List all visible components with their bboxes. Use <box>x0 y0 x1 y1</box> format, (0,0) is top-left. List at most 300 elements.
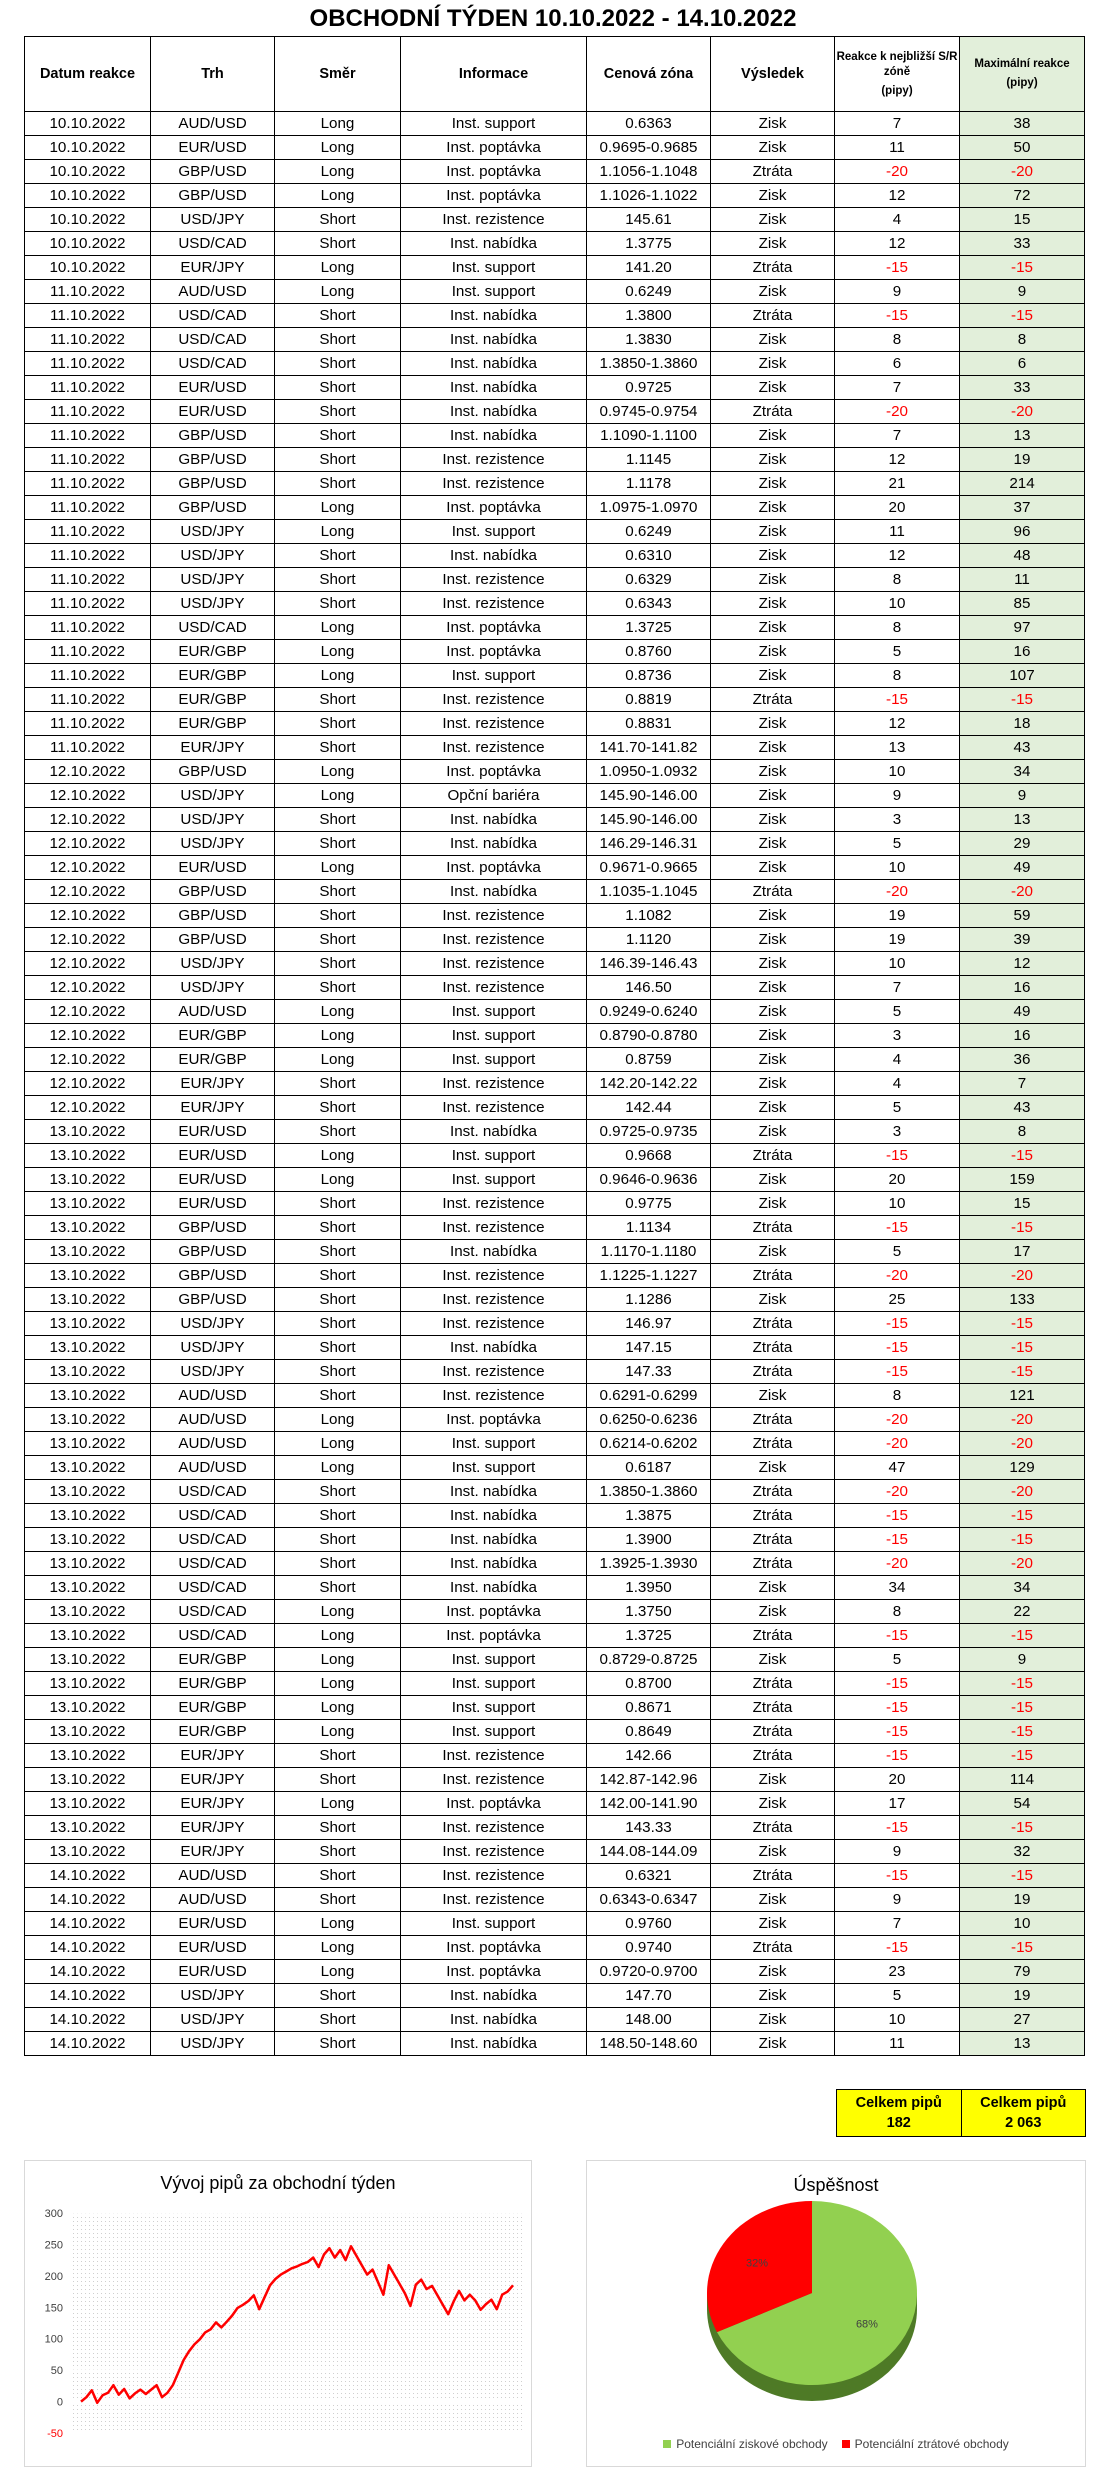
cell-reaction: -15 <box>835 1936 960 1960</box>
y-tick-label: 300 <box>44 2208 63 2220</box>
cell-result: Zisk <box>711 856 835 880</box>
cell-max: 13 <box>960 424 1085 448</box>
cell-info: Inst. rezistence <box>401 1840 587 1864</box>
table-row <box>25 880 1085 904</box>
cell-zone: 0.9760 <box>587 1912 711 1936</box>
cell-zone: 0.6291-0.6299 <box>587 1384 711 1408</box>
cell-result: Zisk <box>711 1168 835 1192</box>
cell-result: Zisk <box>711 952 835 976</box>
cell-zone: 146.97 <box>587 1312 711 1336</box>
cell-info: Inst. rezistence <box>401 1888 587 1912</box>
cell-reaction: 11 <box>835 520 960 544</box>
cell-zone: 0.8790-0.8780 <box>587 1024 711 1048</box>
cell-zone: 0.9668 <box>587 1144 711 1168</box>
line-chart-plot <box>25 2161 531 2466</box>
table-row <box>25 736 1085 760</box>
cell-direction: Short <box>275 688 401 712</box>
cell-result: Ztráta <box>711 400 835 424</box>
cell-direction: Short <box>275 2032 401 2056</box>
cell-result: Ztráta <box>711 688 835 712</box>
cell-date: 13.10.2022 <box>25 1384 151 1408</box>
table-row <box>25 1120 1085 1144</box>
table-row <box>25 496 1085 520</box>
cell-max: 19 <box>960 448 1085 472</box>
cell-zone: 0.9671-0.9665 <box>587 856 711 880</box>
table-row <box>25 544 1085 568</box>
cell-direction: Short <box>275 1984 401 2008</box>
cell-zone: 0.8759 <box>587 1048 711 1072</box>
cell-date: 13.10.2022 <box>25 1480 151 1504</box>
cell-max: 16 <box>960 640 1085 664</box>
cell-date: 12.10.2022 <box>25 784 151 808</box>
cell-info: Inst. rezistence <box>401 1072 587 1096</box>
cell-direction: Long <box>275 1648 401 1672</box>
cell-direction: Short <box>275 1120 401 1144</box>
total-max <box>961 2090 1086 2136</box>
cell-info: Inst. nabídka <box>401 232 587 256</box>
cell-info: Inst. nabídka <box>401 544 587 568</box>
cell-market: EUR/GBP <box>151 688 275 712</box>
line-chart-title: Vývoj pipů za obchodní týden <box>160 2173 396 2193</box>
cell-reaction: 9 <box>835 784 960 808</box>
cell-date: 13.10.2022 <box>25 1624 151 1648</box>
cell-direction: Short <box>275 376 401 400</box>
cell-date: 13.10.2022 <box>25 1696 151 1720</box>
cell-market: EUR/JPY <box>151 256 275 280</box>
cell-max: 96 <box>960 520 1085 544</box>
cell-info: Inst. rezistence <box>401 952 587 976</box>
cell-direction: Short <box>275 1288 401 1312</box>
cell-max: 107 <box>960 664 1085 688</box>
cell-direction: Short <box>275 1816 401 1840</box>
cell-reaction: -15 <box>835 1624 960 1648</box>
cell-direction: Short <box>275 1528 401 1552</box>
cell-reaction: -20 <box>835 1408 960 1432</box>
cell-max: -20 <box>960 1264 1085 1288</box>
cell-direction: Long <box>275 256 401 280</box>
cell-direction: Long <box>275 784 401 808</box>
cell-result: Zisk <box>711 448 835 472</box>
table-row <box>25 592 1085 616</box>
header-reaction <box>835 37 960 112</box>
cell-reaction: 7 <box>835 976 960 1000</box>
cell-info: Inst. nabídka <box>401 400 587 424</box>
cell-direction: Long <box>275 1024 401 1048</box>
cell-date: 10.10.2022 <box>25 256 151 280</box>
cell-zone: 0.9740 <box>587 1936 711 1960</box>
cell-zone: 1.3950 <box>587 1576 711 1600</box>
cell-result: Ztráta <box>711 1312 835 1336</box>
cell-market: EUR/USD <box>151 376 275 400</box>
cell-result: Ztráta <box>711 160 835 184</box>
cell-info: Inst. poptávka <box>401 160 587 184</box>
cell-market: EUR/USD <box>151 400 275 424</box>
cell-direction: Short <box>275 1504 401 1528</box>
cell-date: 10.10.2022 <box>25 136 151 160</box>
cell-result: Ztráta <box>711 304 835 328</box>
cell-result: Zisk <box>711 280 835 304</box>
header-max-unit: (pipy) <box>1006 77 1038 89</box>
cell-zone: 0.9720-0.9700 <box>587 1960 711 1984</box>
table-row <box>25 328 1085 352</box>
cell-result: Ztráta <box>711 880 835 904</box>
table-row <box>25 856 1085 880</box>
total-reaction <box>837 2090 961 2136</box>
cell-market: EUR/JPY <box>151 1792 275 1816</box>
cell-direction: Short <box>275 1216 401 1240</box>
cell-date: 14.10.2022 <box>25 1936 151 1960</box>
table-row <box>25 1552 1085 1576</box>
cell-market: AUD/USD <box>151 1000 275 1024</box>
cell-max: 7 <box>960 1072 1085 1096</box>
cell-result: Ztráta <box>711 1480 835 1504</box>
cell-direction: Short <box>275 928 401 952</box>
cell-zone: 1.0975-1.0970 <box>587 496 711 520</box>
cell-result: Zisk <box>711 1048 835 1072</box>
cell-market: GBP/USD <box>151 928 275 952</box>
cell-market: USD/CAD <box>151 616 275 640</box>
cell-market: EUR/GBP <box>151 1696 275 1720</box>
cell-result: Zisk <box>711 904 835 928</box>
cell-max: -15 <box>960 1696 1085 1720</box>
cell-market: EUR/JPY <box>151 1768 275 1792</box>
cell-market: GBP/USD <box>151 496 275 520</box>
cell-direction: Long <box>275 1624 401 1648</box>
cell-info: Inst. nabídka <box>401 304 587 328</box>
cell-date: 10.10.2022 <box>25 208 151 232</box>
table-row <box>25 1600 1085 1624</box>
total-reaction-label: Celkem pipů <box>855 2095 942 2111</box>
cell-date: 14.10.2022 <box>25 1960 151 1984</box>
cell-zone: 145.90-146.00 <box>587 784 711 808</box>
cell-max: -15 <box>960 1936 1085 1960</box>
cell-date: 13.10.2022 <box>25 1240 151 1264</box>
cell-direction: Short <box>275 328 401 352</box>
cell-date: 13.10.2022 <box>25 1312 151 1336</box>
table-row <box>25 952 1085 976</box>
cell-info: Inst. rezistence <box>401 928 587 952</box>
cell-result: Zisk <box>711 1960 835 1984</box>
cell-zone: 0.6249 <box>587 520 711 544</box>
cell-max: -15 <box>960 1624 1085 1648</box>
y-tick-label: 250 <box>44 2239 63 2252</box>
cell-result: Zisk <box>711 1792 835 1816</box>
cell-max: -20 <box>960 1408 1085 1432</box>
cell-direction: Short <box>275 1384 401 1408</box>
cell-date: 13.10.2022 <box>25 1264 151 1288</box>
cell-result: Zisk <box>711 1384 835 1408</box>
page-title: OBCHODNÍ TÝDEN 10.10.2022 - 14.10.2022 <box>309 5 797 32</box>
pie-legend <box>587 2437 1085 2451</box>
table-row <box>25 1528 1085 1552</box>
cell-result: Ztráta <box>711 256 835 280</box>
cell-date: 11.10.2022 <box>25 280 151 304</box>
cell-zone: 1.1082 <box>587 904 711 928</box>
cell-market: USD/JPY <box>151 520 275 544</box>
header-result: Výsledek <box>711 37 835 112</box>
cell-result: Zisk <box>711 568 835 592</box>
cell-zone: 1.3850-1.3860 <box>587 352 711 376</box>
cell-result: Zisk <box>711 616 835 640</box>
cell-result: Zisk <box>711 1456 835 1480</box>
totals-box <box>836 2089 1086 2137</box>
cell-max: 37 <box>960 496 1085 520</box>
table-row <box>25 208 1085 232</box>
table-row <box>25 688 1085 712</box>
cell-zone: 0.8649 <box>587 1720 711 1744</box>
table-row <box>25 160 1085 184</box>
cell-direction: Short <box>275 1240 401 1264</box>
cell-result: Zisk <box>711 352 835 376</box>
header-date: Datum reakce <box>25 37 151 112</box>
cell-info: Inst. poptávka <box>401 1408 587 1432</box>
cell-date: 12.10.2022 <box>25 904 151 928</box>
cell-market: GBP/USD <box>151 760 275 784</box>
cell-result: Ztráta <box>711 1528 835 1552</box>
cell-date: 11.10.2022 <box>25 712 151 736</box>
cell-result: Zisk <box>711 1120 835 1144</box>
cell-max: 9 <box>960 280 1085 304</box>
cell-zone: 0.9725-0.9735 <box>587 1120 711 1144</box>
cell-max: 16 <box>960 976 1085 1000</box>
table-row <box>25 616 1085 640</box>
cell-result: Ztráta <box>711 1144 835 1168</box>
cell-date: 13.10.2022 <box>25 1408 151 1432</box>
cell-result: Zisk <box>711 928 835 952</box>
cell-market: USD/JPY <box>151 208 275 232</box>
cell-market: EUR/USD <box>151 1960 275 1984</box>
y-tick-label: -50 <box>47 2428 63 2440</box>
cell-reaction: 10 <box>835 592 960 616</box>
table-row <box>25 184 1085 208</box>
cell-max: 114 <box>960 1768 1085 1792</box>
cell-max: -15 <box>960 1504 1085 1528</box>
cell-info: Inst. support <box>401 256 587 280</box>
cell-info: Inst. nabídka <box>401 808 587 832</box>
cell-zone: 148.50-148.60 <box>587 2032 711 2056</box>
table-row <box>25 1840 1085 1864</box>
cell-reaction: 9 <box>835 1888 960 1912</box>
cell-date: 11.10.2022 <box>25 568 151 592</box>
cell-market: USD/JPY <box>151 568 275 592</box>
cell-reaction: -20 <box>835 160 960 184</box>
cell-max: 27 <box>960 2008 1085 2032</box>
cell-zone: 0.8819 <box>587 688 711 712</box>
cell-zone: 0.6187 <box>587 1456 711 1480</box>
cell-date: 14.10.2022 <box>25 1912 151 1936</box>
cell-reaction: -15 <box>835 1528 960 1552</box>
cell-max: 15 <box>960 208 1085 232</box>
cell-info: Inst. rezistence <box>401 1192 587 1216</box>
cell-direction: Short <box>275 1840 401 1864</box>
cell-market: EUR/JPY <box>151 1744 275 1768</box>
cell-reaction: 11 <box>835 2032 960 2056</box>
cell-direction: Long <box>275 1000 401 1024</box>
cell-result: Zisk <box>711 208 835 232</box>
cell-info: Inst. support <box>401 1168 587 1192</box>
cell-zone: 1.3800 <box>587 304 711 328</box>
cell-direction: Short <box>275 1312 401 1336</box>
cell-reaction: 20 <box>835 1168 960 1192</box>
cell-max: -15 <box>960 1216 1085 1240</box>
table-row <box>25 1744 1085 1768</box>
cell-reaction: -20 <box>835 1432 960 1456</box>
cell-reaction: 3 <box>835 808 960 832</box>
table-row <box>25 400 1085 424</box>
cell-max: 9 <box>960 784 1085 808</box>
cell-reaction: 5 <box>835 1648 960 1672</box>
cell-direction: Long <box>275 280 401 304</box>
cell-direction: Long <box>275 1720 401 1744</box>
cell-market: EUR/GBP <box>151 664 275 688</box>
cell-date: 11.10.2022 <box>25 400 151 424</box>
cell-info: Inst. nabídka <box>401 1240 587 1264</box>
cell-date: 12.10.2022 <box>25 880 151 904</box>
cell-market: GBP/USD <box>151 880 275 904</box>
cell-direction: Long <box>275 664 401 688</box>
cell-zone: 0.9745-0.9754 <box>587 400 711 424</box>
cell-zone: 1.3750 <box>587 1600 711 1624</box>
cell-date: 10.10.2022 <box>25 160 151 184</box>
cell-zone: 0.8760 <box>587 640 711 664</box>
cell-max: 11 <box>960 568 1085 592</box>
cell-result: Zisk <box>711 1096 835 1120</box>
cell-date: 13.10.2022 <box>25 1792 151 1816</box>
cell-result: Ztráta <box>711 1408 835 1432</box>
cell-info: Inst. support <box>401 520 587 544</box>
table-row <box>25 136 1085 160</box>
cell-result: Ztráta <box>711 1936 835 1960</box>
cell-reaction: 10 <box>835 1192 960 1216</box>
cell-max: 12 <box>960 952 1085 976</box>
cell-market: EUR/USD <box>151 136 275 160</box>
cell-max: 32 <box>960 1840 1085 1864</box>
table-row <box>25 232 1085 256</box>
cell-market: EUR/GBP <box>151 1720 275 1744</box>
table-row <box>25 352 1085 376</box>
cell-market: EUR/GBP <box>151 712 275 736</box>
cell-info: Inst. nabídka <box>401 880 587 904</box>
cell-reaction: 5 <box>835 640 960 664</box>
cell-date: 13.10.2022 <box>25 1744 151 1768</box>
cell-market: USD/CAD <box>151 304 275 328</box>
cell-date: 14.10.2022 <box>25 2008 151 2032</box>
cell-info: Inst. nabídka <box>401 1576 587 1600</box>
cell-reaction: -20 <box>835 400 960 424</box>
cell-info: Inst. nabídka <box>401 1984 587 2008</box>
cell-date: 11.10.2022 <box>25 520 151 544</box>
cell-max: -20 <box>960 880 1085 904</box>
cell-date: 10.10.2022 <box>25 112 151 136</box>
cell-max: 129 <box>960 1456 1085 1480</box>
cell-reaction: -20 <box>835 880 960 904</box>
cell-market: USD/JPY <box>151 544 275 568</box>
cell-result: Zisk <box>711 832 835 856</box>
cell-result: Zisk <box>711 1192 835 1216</box>
cell-result: Ztráta <box>711 1672 835 1696</box>
table-row <box>25 568 1085 592</box>
cell-reaction: 47 <box>835 1456 960 1480</box>
cell-date: 12.10.2022 <box>25 1024 151 1048</box>
cell-date: 13.10.2022 <box>25 1552 151 1576</box>
total-reaction-value: 182 <box>886 2115 911 2131</box>
pie-chart <box>586 2160 1086 2467</box>
header-market: Trh <box>151 37 275 112</box>
cell-info: Inst. support <box>401 664 587 688</box>
cell-info: Inst. rezistence <box>401 736 587 760</box>
table-row <box>25 2032 1085 2056</box>
cell-market: EUR/GBP <box>151 640 275 664</box>
cell-direction: Short <box>275 304 401 328</box>
cell-result: Ztráta <box>711 1624 835 1648</box>
table-row <box>25 1720 1085 1744</box>
cell-info: Inst. support <box>401 1672 587 1696</box>
cell-result: Zisk <box>711 1768 835 1792</box>
table-row <box>25 1192 1085 1216</box>
table-row <box>25 1456 1085 1480</box>
cell-direction: Short <box>275 592 401 616</box>
table-row <box>25 472 1085 496</box>
cell-date: 13.10.2022 <box>25 1768 151 1792</box>
cell-direction: Short <box>275 736 401 760</box>
cell-date: 13.10.2022 <box>25 1600 151 1624</box>
cell-result: Ztráta <box>711 1504 835 1528</box>
table-row <box>25 1024 1085 1048</box>
cell-info: Inst. nabídka <box>401 328 587 352</box>
cell-info: Inst. rezistence <box>401 1744 587 1768</box>
cell-zone: 1.1090-1.1100 <box>587 424 711 448</box>
cell-direction: Short <box>275 1072 401 1096</box>
cell-market: GBP/USD <box>151 424 275 448</box>
cell-reaction: -15 <box>835 256 960 280</box>
table-row <box>25 304 1085 328</box>
cell-reaction: 25 <box>835 1288 960 1312</box>
cell-market: EUR/USD <box>151 1936 275 1960</box>
cell-zone: 1.3725 <box>587 1624 711 1648</box>
cell-info: Inst. nabídka <box>401 1504 587 1528</box>
cell-market: AUD/USD <box>151 1432 275 1456</box>
cell-result: Ztráta <box>711 1816 835 1840</box>
cell-max: 159 <box>960 1168 1085 1192</box>
header-max <box>960 37 1085 112</box>
cell-info: Inst. poptávka <box>401 856 587 880</box>
cell-zone: 0.9725 <box>587 376 711 400</box>
cell-info: Opční bariéra <box>401 784 587 808</box>
legend-label-loss: Potenciální ztrátové obchody <box>854 2437 1009 2451</box>
cell-market: USD/CAD <box>151 328 275 352</box>
cell-result: Zisk <box>711 784 835 808</box>
cell-info: Inst. rezistence <box>401 1360 587 1384</box>
cell-direction: Short <box>275 1864 401 1888</box>
cell-max: 72 <box>960 184 1085 208</box>
cell-reaction: 21 <box>835 472 960 496</box>
table-row <box>25 2008 1085 2032</box>
cell-market: USD/JPY <box>151 592 275 616</box>
cell-reaction: 23 <box>835 1960 960 1984</box>
cell-result: Zisk <box>711 760 835 784</box>
cell-info: Inst. nabídka <box>401 1528 587 1552</box>
cell-date: 14.10.2022 <box>25 1984 151 2008</box>
cell-reaction: 10 <box>835 760 960 784</box>
cell-market: AUD/USD <box>151 280 275 304</box>
cell-result: Ztráta <box>711 1360 835 1384</box>
cell-zone: 1.1026-1.1022 <box>587 184 711 208</box>
cell-direction: Short <box>275 904 401 928</box>
cell-market: USD/CAD <box>151 1600 275 1624</box>
table-row <box>25 784 1085 808</box>
cell-date: 11.10.2022 <box>25 616 151 640</box>
cell-info: Inst. rezistence <box>401 472 587 496</box>
